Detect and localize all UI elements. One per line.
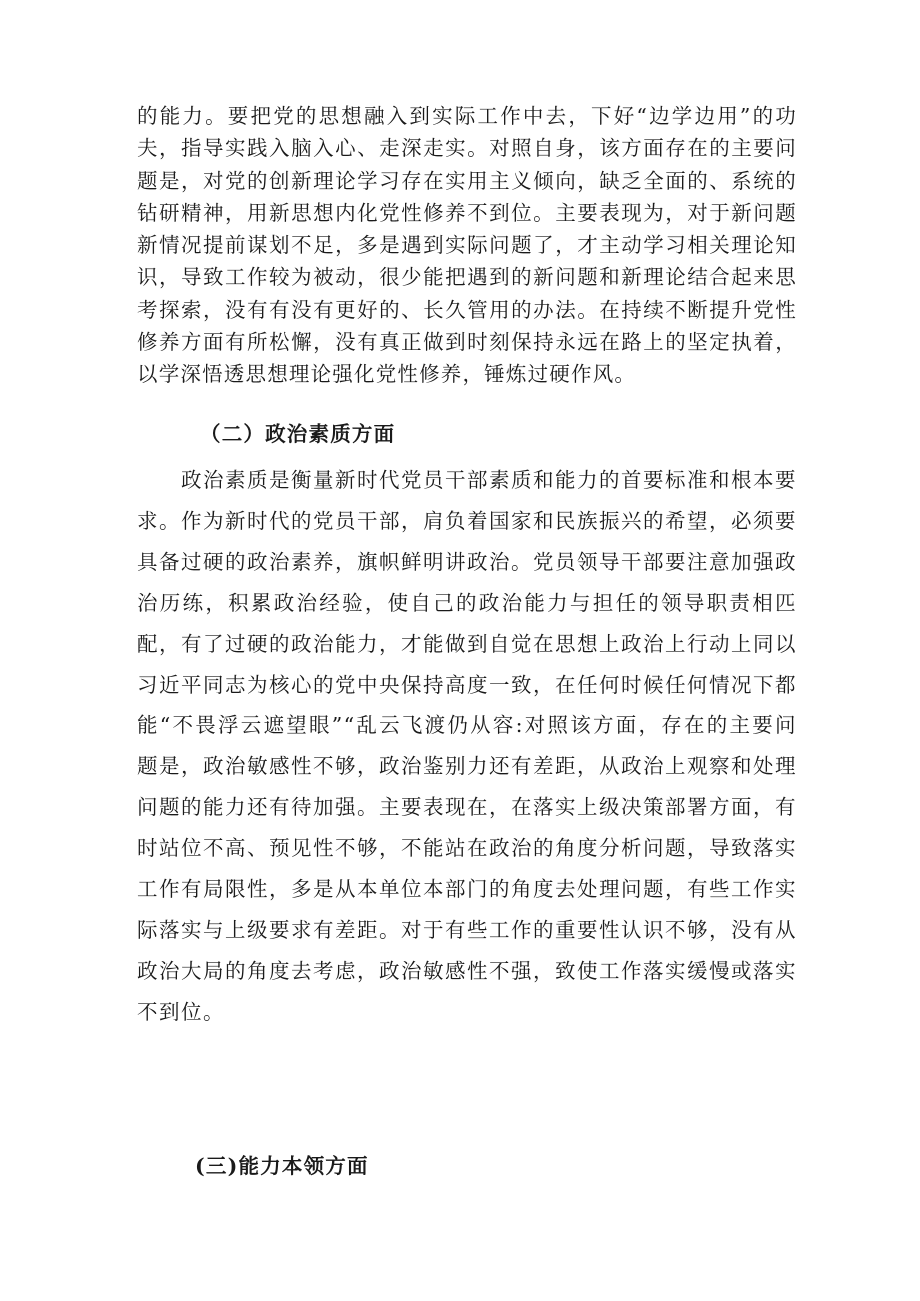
political-quality-paragraph: 政治素质是衡量新时代党员干部素质和能力的首要标准和根本要求。作为新时代的党员干部，肩负着国家和民族振兴的希望，必须要具备过硬的政治素养，旗帜鲜明讲政治。党员领导干部要注意加强政治历练，积累政治经验，使自己的政治能力与担任的领导职责相匹配，有了过硬的政治能力，才能做到自觉在思想上政治上行动上同以习近平同志为核心的党中央保持高度一致，在任何时候任何情况下都能“不畏浮云遮望眼”“乱云飞渡仍从容:对照该方面，存在的主要问题是，政治敏感性不够，政治鉴别力还有差距，从政治上观察和处理问题的能力还有待加强。主要表现在，在落实上级决策部署方面，有时站位不高、预见性不够，不能站在政治的角度分析问题，导致落实工作有局限性，多是从本单位本部门的角度去处理问题，有些工作实际落实与上级要求有差距。对于有些工作的重要性认识不够，没有从政治大局的角度去考虑，政治敏感性不强，致使工作落实缓慢或落实不到位。 bbox=[137, 468, 797, 1024]
section-heading-ability: (三)能力本领方面 bbox=[195, 1154, 369, 1178]
section-heading-political-quality: （二）政治素质方面 bbox=[200, 422, 396, 446]
continued-paragraph: 的能力。要把党的思想融入到实际工作中去，下好“边学边用”的功夫，指导实践入脑入心、走深走实。对照自身，该方面存在的主要问题是，对党的创新理论学习存在实用主义倾向，缺乏全面的、系统的钻研精神，用新思想内化党性修养不到位。主要表现为，对于新问题新情况提前谋划不足，多是遇到实际问题了，才主动学习相关理论知识，导致工作较为被动，很少能把遇到的新问题和新理论结合起来思考探索，没有有没有更好的、长久管用的办法。在持续不断提升党性修养方面有所松懈，没有真正做到时刻保持永远在路上的坚定执着，以学深悟透思想理论强化党性修养，锤炼过硬作风。 bbox=[137, 104, 797, 387]
